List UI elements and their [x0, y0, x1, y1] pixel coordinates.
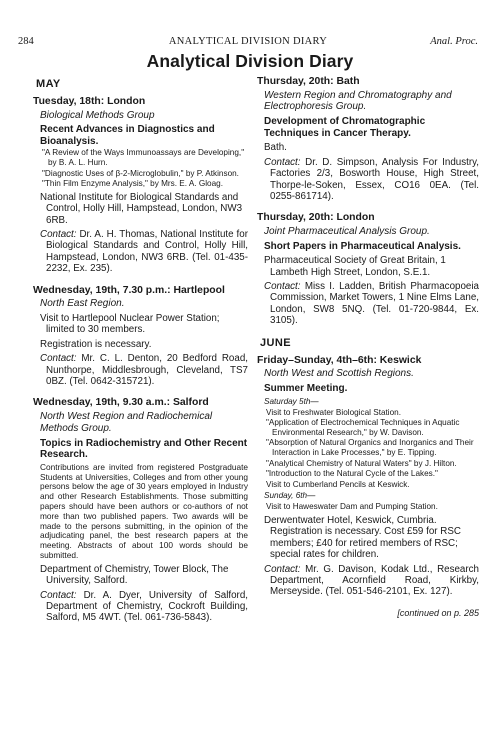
event-venue: Pharmaceutical Society of Great Britain, 1 Lambeth High Street, London, S.E.1. — [264, 255, 446, 278]
left-column — [33, 76, 248, 634]
programme-item: Visit to Cumberland Pencils at Keswick. — [266, 479, 410, 489]
month-heading-june: JUNE — [260, 336, 291, 349]
event-venue: Derwentwater Hotel, Keswick, Cumbria. Registration is necessary. Cost £59 for RSC members; £40 for retired members of RSC; special rates for children. — [264, 514, 461, 561]
event-contact — [264, 281, 479, 327]
event-contact — [264, 564, 479, 598]
page-title: Analytical Division Diary — [146, 51, 354, 71]
running-title: ANALYTICAL DIVISION DIARY — [168, 36, 328, 47]
event-contact — [40, 229, 248, 275]
event-group: North West Region and Radiochemical Methods Group. — [40, 410, 213, 434]
event-entry — [257, 76, 479, 202]
contact-label: Contact: — [40, 353, 77, 365]
event-group: North East Region. — [40, 298, 125, 310]
event-title: Short Papers in Pharmaceutical Analysis. — [264, 240, 461, 252]
event-group: Joint Pharmaceutical Analysis Group. — [264, 225, 430, 237]
day-label-sunday: Sunday, 6th— — [264, 491, 316, 501]
event-date: Wednesday, 19th, 9.30 a.m.: Salford — [33, 397, 209, 409]
continued-note: [continued on p. 285 — [397, 607, 479, 618]
event-contact — [40, 590, 248, 624]
contact-details: Miss I. Ladden, British Pharmacopoeia Commission, Market Towers, 1 Nine Elms Lane, London, SW8 5NQ. (Tel. 01-720-9844, Ex. 3105). — [270, 281, 479, 327]
talk-item: "A Review of the Ways Immunoassays are Developing," by B. A. L. Hurn. — [42, 148, 245, 168]
event-venue: Department of Chemistry, Tower Block, The University, Salford. — [40, 563, 229, 587]
event-description: Contributions are invited from registered Postgraduate Students at Universities, Colleges and from other young persons below the age of 30 years employed in Industry and other Research Establishments. Those submitting papers should have been authors or co-authors of not more than two published papers. Two awards will be made to the persons submitting, in the opinion of the adjudicating panel, the best research papers at the meeting. Abstracts of about 100 words should be submitted. — [40, 461, 248, 560]
event-entry — [33, 96, 248, 275]
event-venue: National Institute for Biological Standards and Control, Holly Hill, Hampstead, London, NW3 6RB. — [40, 191, 243, 226]
event-date: Tuesday, 18th: London — [33, 96, 146, 107]
right-column — [257, 76, 479, 618]
contact-label: Contact: — [264, 156, 301, 168]
contact-label: Contact: — [264, 563, 301, 575]
event-venue: Visit to Hartlepool Nuclear Power Station; limited to 30 members. — [40, 313, 220, 336]
running-header — [18, 36, 478, 50]
contact-label: Contact: — [40, 229, 77, 241]
talk-item: "Absorption of Natural Organics and Inorganics and Their Interaction in Lake Processes," by E. Tipping. — [266, 438, 474, 457]
talk-item: "Diagnostic Uses of β-2-Microglobulin," by P. Atkinson. — [42, 168, 239, 178]
event-date: Friday–Sunday, 4th–6th: Keswick — [257, 354, 422, 366]
event-entry — [257, 355, 479, 598]
event-group: Biological Methods Group — [40, 109, 155, 121]
talk-item: "Thin Film Enzyme Analysis," by Mrs. E. A. Gloag. — [42, 179, 223, 189]
month-heading-may: MAY — [36, 78, 61, 90]
event-venue: Bath. — [264, 142, 287, 154]
contact-label: Contact: — [40, 589, 77, 601]
event-date: Thursday, 20th: London — [257, 212, 375, 224]
event-date: Thursday, 20th: Bath — [257, 76, 360, 87]
contact-label: Contact: — [264, 281, 301, 293]
event-entry — [33, 285, 248, 388]
event-contact — [264, 157, 479, 203]
talk-item: "Analytical Chemistry of Natural Waters" by J. Hilton. — [266, 458, 457, 468]
event-entry — [257, 212, 479, 326]
talk-item: "Introduction to the Natural Cycle of the Lakes." — [266, 469, 438, 479]
event-contact — [40, 353, 248, 387]
event-title: Summer Meeting. — [264, 382, 348, 394]
event-title: Recent Advances in Diagnostics and Bioanalysis. — [40, 124, 215, 147]
talk-item: "Application of Electrochemical Techniques in Aquatic Environmental Research," by W. Davison. — [266, 418, 460, 437]
event-group: North West and Scottish Regions. — [264, 368, 414, 380]
event-title: Development of Chromatographic Techniques in Cancer Therapy. — [264, 116, 426, 139]
event-title: Topics in Radiochemistry and Other Recent Research. — [40, 437, 248, 461]
page-number: 284 — [18, 36, 34, 47]
contact-details: Mr. C. L. Denton, 20 Bedford Road, Nunthorpe, Middlesbrough, Cleveland, TS7 0BZ. (Tel. 0642-315721). — [46, 353, 248, 388]
event-group: Western Region and Chromatography and Electrophoresis Group. — [264, 89, 452, 113]
day-label-saturday: Saturday 5th— — [264, 396, 319, 406]
registration-note: Registration is necessary. — [40, 338, 152, 350]
programme-item: Visit to Freshwater Biological Station. — [266, 407, 402, 417]
contact-details: Mr. G. Davison, Kodak Ltd., Research Department, Acornfield Road, Kirkby, Merseyside. (Tel. 051-546-2101, Ex. 127). — [270, 563, 479, 598]
contact-details: Dr. A. H. Thomas, National Institute for Biological Standards and Control, Holly Hill, Hampstead, London, NW3 6RB. (Tel. 01-435-2232, Ex. 235). — [46, 229, 248, 275]
contact-details: Dr. D. Simpson, Analysis For Industry, Factories 2/3, Bosworth House, High Street, Thorpe-le-Soken, Essex, CO16 0EA. (Tel. 0255-861714). — [270, 156, 479, 202]
event-date: Wednesday, 19th, 7.30 p.m.: Hartlepool — [33, 284, 225, 296]
journal-name: Anal. Proc. — [430, 36, 478, 47]
contact-details: Dr. A. Dyer, University of Salford, Department of Chemistry, Cockroft Building, Salford, M5 4WT. (Tel. 061-736-5843). — [46, 589, 248, 624]
event-entry — [33, 397, 248, 623]
programme-item: Visit to Haweswater Dam and Pumping Station. — [266, 502, 438, 512]
